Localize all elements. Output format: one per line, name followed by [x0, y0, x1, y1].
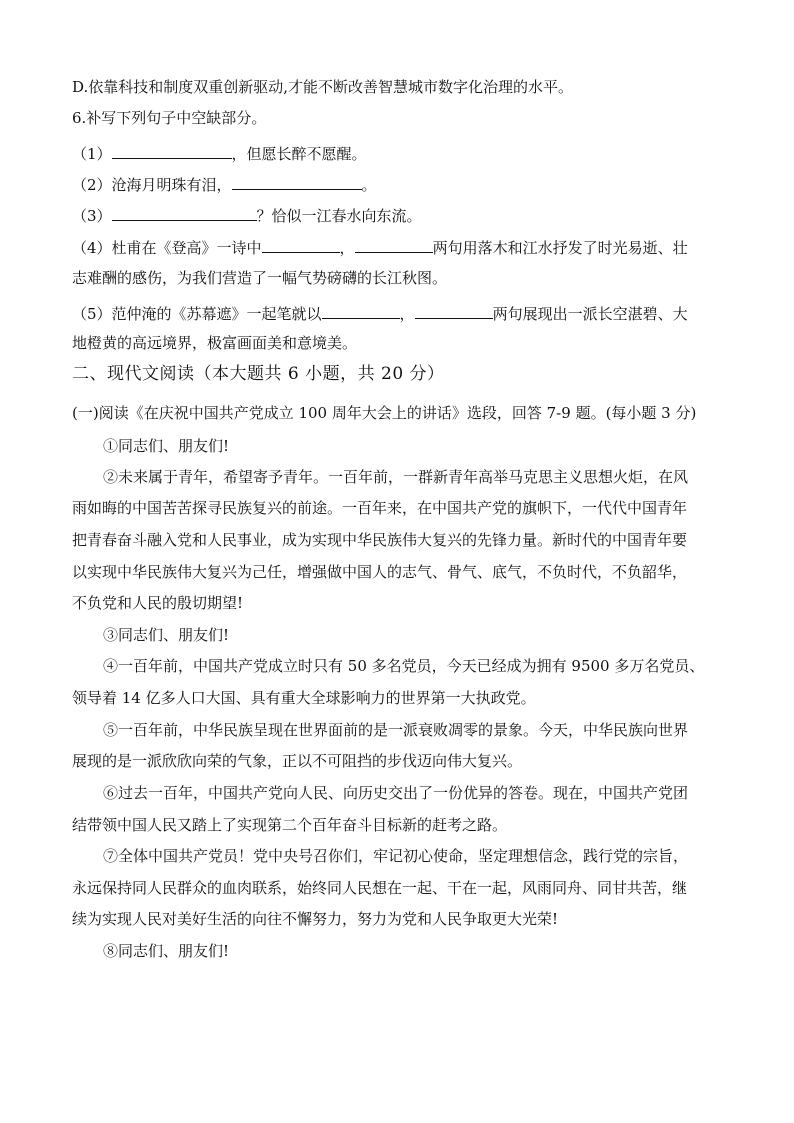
section-heading: 二、现代文阅读（本大题共 6 小题，共 20 分）	[72, 364, 445, 384]
item-text: 两句用落木和江水抒发了时光易逝、壮	[432, 239, 688, 257]
q6-item-5-cont: 地橙黄的高远境界，极富画面美和意境美。	[72, 334, 358, 352]
answer-blank[interactable]	[415, 303, 493, 319]
q6-prompt: 6.补写下列句子中空缺部分。	[72, 109, 267, 127]
option-d: D.依靠科技和制度双重创新驱动,才能不断改善智慧城市数字化治理的水平。	[72, 78, 574, 96]
passage-paragraph-8: ⑧同志们、朋友们!	[103, 942, 230, 960]
item-text: 。	[361, 176, 377, 194]
passage-paragraph-2-line-3: 把青春奋斗融入党和人民事业，成为实现中华民族伟大复兴的先锋力量。新时代的中国青年要	[72, 531, 688, 549]
item-comma: ，	[339, 239, 355, 257]
q6-item-2	[72, 174, 732, 195]
passage-paragraph-1: ①同志们、朋友们!	[103, 437, 230, 455]
item-text: ，但愿长醉不愿醒。	[231, 145, 367, 163]
passage-paragraph-4-line-1: ④一百年前，中国共产党成立时只有 50 多名党员，今天已经成为拥有 9500 多万名党员、	[103, 657, 705, 675]
passage-paragraph-5-line-1: ⑤一百年前，中华民族呈现在世界面前的是一派衰败凋零的景象。今天，中华民族向世界	[103, 721, 689, 739]
passage-paragraph-2-line-5: 不负党和人民的殷切期望!	[72, 594, 244, 612]
q6-item-5	[72, 303, 732, 324]
passage-paragraph-2-line-1: ②未来属于青年，希望寄予青年。一百年前，一群新青年高举马克思主义思想火炬，在风	[103, 468, 689, 486]
answer-blank[interactable]	[355, 237, 433, 253]
passage-paragraph-6-line-1: ⑥过去一百年，中国共产党向人民、向历史交出了一份优异的答卷。现在，中国共产党团	[103, 784, 689, 802]
passage-paragraph-4-line-2: 领导着 14 亿多人口大国、具有重大全球影响力的世界第一大执政党。	[72, 689, 536, 707]
passage-paragraph-3: ③同志们、朋友们!	[103, 626, 230, 644]
item-number: （3）	[72, 207, 112, 225]
passage-paragraph-6-line-2: 结带领中国人民又踏上了实现第二个百年奋斗目标新的赶考之路。	[72, 816, 508, 834]
q6-item-4	[72, 237, 732, 258]
answer-blank[interactable]	[112, 143, 232, 159]
q6-item-4-cont: 志难酬的感伤，为我们营造了一幅气势磅礴的长江秋图。	[72, 269, 448, 287]
q6-item-3	[72, 205, 732, 226]
item-text: 两句展现出一派长空湛碧、大	[492, 305, 688, 323]
passage-paragraph-2-line-2: 雨如晦的中国苦苦探寻民族复兴的前途。一百年来，在中国共产党的旗帜下，一代代中国青年	[72, 499, 688, 517]
q6-item-1	[72, 143, 732, 164]
item-text: （4）杜甫在《登高》一诗中	[72, 239, 262, 257]
passage-paragraph-7-line-2: 永远保持同人民群众的血肉联系，始终同人民想在一起、干在一起，风雨同舟、同甘共苦，继	[72, 879, 688, 897]
passage-paragraph-5-line-2: 展现的是一派欣欣向荣的气象，正以不可阻挡的步伐迈向伟大复兴。	[72, 752, 523, 770]
item-text: （5）范仲淹的《苏幕遮》一起笔就以	[72, 305, 322, 323]
answer-blank[interactable]	[322, 303, 400, 319]
item-text: （2）沧海月明珠有泪，	[72, 176, 232, 194]
passage-paragraph-7-line-1: ⑦全体中国共产党员！党中央号召你们，牢记初心使命，坚定理想信念，践行党的宗旨，	[103, 847, 689, 865]
item-number: （1）	[72, 145, 112, 163]
passage-paragraph-2-line-4: 以实现中华民族伟大复兴为己任，增强做中国人的志气、骨气、底气，不负时代，不负韶华，	[72, 563, 688, 581]
answer-blank[interactable]	[232, 174, 362, 190]
subsection-instruction: (一)阅读《在庆祝中国共产党成立 100 周年大会上的讲话》选段，回答 7-9 题。(每小题 3 分)	[72, 404, 697, 422]
item-text: ？恰似一江春水向东流。	[256, 207, 422, 225]
answer-blank[interactable]	[112, 205, 257, 221]
answer-blank[interactable]	[262, 237, 340, 253]
item-comma: ，	[399, 305, 415, 323]
passage-paragraph-7-line-3: 续为实现人民对美好生活的向往不懈努力，努力为党和人民争取更大光荣!	[72, 910, 559, 928]
